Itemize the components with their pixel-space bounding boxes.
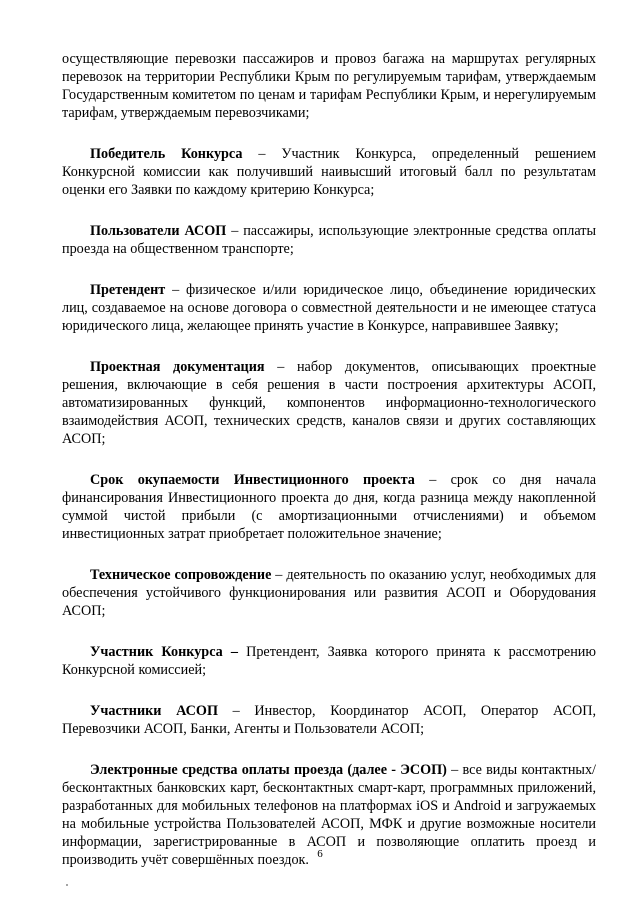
definition-project-documentation <box>62 358 596 448</box>
definition-asop-users <box>62 222 596 258</box>
definition-term: Победитель Конкурса <box>90 146 243 162</box>
definition-text: – все виды контактных/бесконтактных банковских карт, бесконтактных смарт-карт, программных приложений, разработанных для мобильных телефонов на платформах iOS и Android и загружаемых на мобильные устройства Пользователей АСОП, МФК и другие возможные носители информации, зарегистрированные в АСОП и позволяющие оплатить проезд и производить учёт совершённых поездок. <box>62 762 596 868</box>
definition-text: – физическое и/или юридическое лицо, объединение юридических лиц, создаваемое на основе договора о совместной деятельности и не имеющее статуса юридического лица, желающее принять участие в Конкурсе, направившее Заявку; <box>62 282 596 334</box>
definition-text: – деятельность по оказанию услуг, необходимых для обеспечения устойчивого функционирования или развития АСОП и Оборудования АСОП; <box>62 567 596 619</box>
definition-applicant <box>62 281 596 335</box>
definition-term: Претендент <box>90 282 166 298</box>
paragraph-carrier-definition-continuation <box>62 50 596 122</box>
scan-speck <box>66 884 68 886</box>
definition-term: Участники АСОП <box>90 703 218 719</box>
paragraph-text: осуществляющие перевозки пассажиров и провоз багажа на маршрутах регулярных перевозок на территории Республики Крым по регулируемым тарифам, утверждаемым Государственным комитетом по ценам и тарифам Республики Крым, и нерегулируемым тарифам, утверждаемым перевозчиками; <box>62 51 596 121</box>
definition-competition-winner <box>62 145 596 199</box>
definition-payback-period <box>62 471 596 543</box>
definition-text: – набор документов, описывающих проектные решения, включающие в себя решения в части построения архитектуры АСОП, автоматизированных функций, компонентов информационно-технологического взаимодействия АСОП, технических средств, каналов связи и других составляющих АСОП; <box>62 359 596 447</box>
definition-term: Срок окупаемости Инвестиционного проекта <box>90 472 415 488</box>
definition-term: Пользователи АСОП <box>90 223 227 239</box>
page-number: 6 <box>317 848 323 860</box>
definition-text: – пассажиры, использующие электронные средства оплаты проезда на общественном транспорте; <box>62 223 597 257</box>
definition-asop-participants <box>62 702 596 738</box>
definition-text: – срок со дня начала финансирования Инвестиционного проекта до дня, когда разница между накопленной суммой чистой прибыли (с амортизационными отчислениями) и объемом инвестиционных затрат приобретает положительное значение; <box>62 472 596 542</box>
definition-term: Проектная документация <box>90 359 265 375</box>
definition-text: – Инвестор, Координатор АСОП, Оператор АСОП, Перевозчики АСОП, Банки, Агенты и Пользователи АСОП; <box>62 703 596 737</box>
definition-competition-participant <box>62 643 596 679</box>
definition-technical-support <box>62 566 596 620</box>
definition-term: Техническое сопровождение <box>90 567 272 583</box>
definition-text: – Участник Конкурса, определенный решением Конкурсной комиссии как получивший наивысший итоговый балл по результатам оценки его Заявки по каждому критерию Конкурса; <box>62 146 596 198</box>
definition-term: Участник Конкурса – <box>90 644 238 660</box>
definition-text: Претендент, Заявка которого принята к рассмотрению Конкурсной комиссией; <box>62 644 596 678</box>
definition-term: Электронные средства оплаты проезда (далее - ЭСОП) <box>90 762 447 778</box>
